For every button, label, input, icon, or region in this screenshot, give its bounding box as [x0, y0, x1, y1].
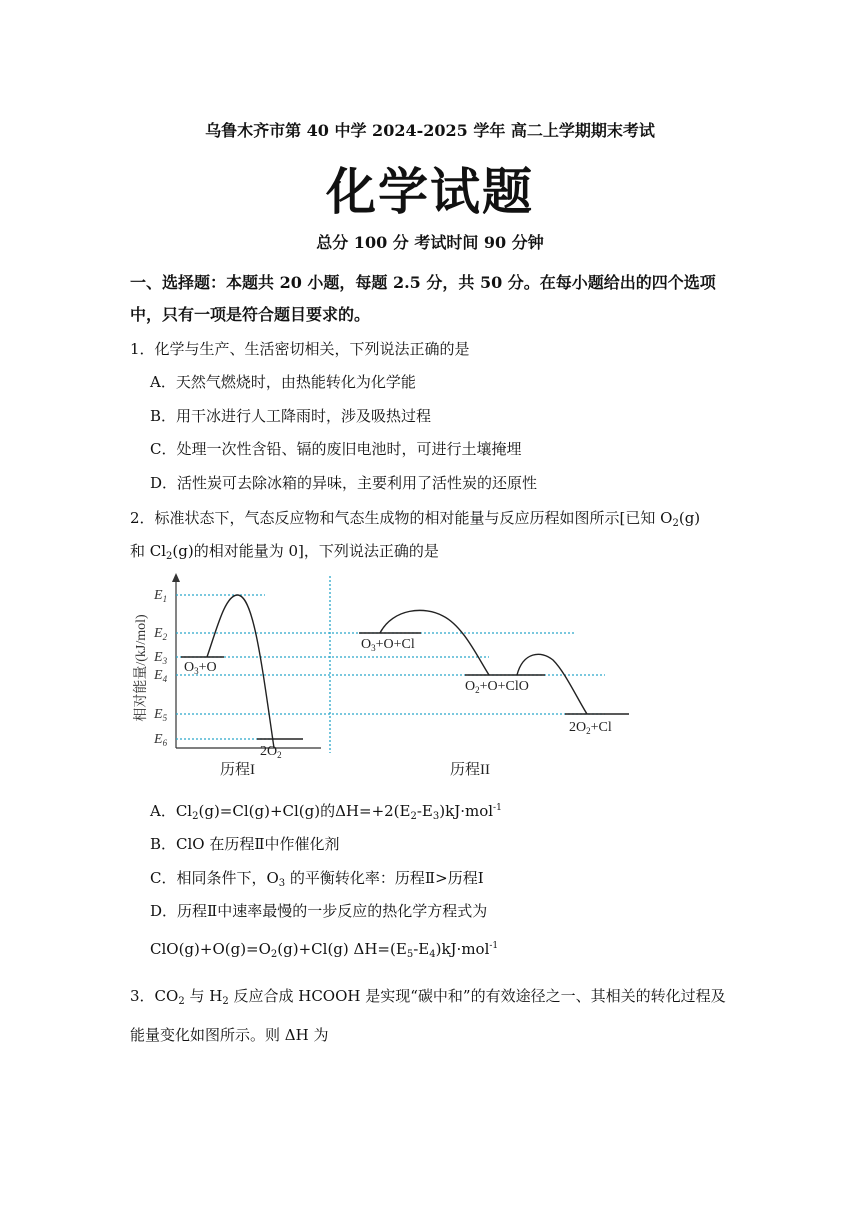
q1-stem: 1．化学与生产、生活密切相关，下列说法正确的是 — [130, 340, 470, 358]
exam-title: 化学试题 — [326, 162, 534, 221]
species-o3-o-label: $O_3+O$ — [184, 660, 217, 676]
q2-stem-l2-b: (g)的相对能量为 0]，下列说法正确的是 — [172, 542, 439, 560]
q3-stem-line1 — [130, 985, 726, 1007]
q2-opt-d-eq-part4: )kJ·mol — [435, 940, 490, 958]
species-o2-o-clo-label: $O_2+O+ClO$ — [465, 679, 529, 695]
level-e5-label: $E_5$ — [154, 707, 168, 723]
q2-option-c — [150, 867, 484, 889]
process2-label: 历程II — [450, 762, 490, 778]
q2-opt-c-part1: C．相同条件下，O — [150, 869, 279, 887]
q2-opt-d-eq-part3: -E — [413, 940, 430, 958]
q3-stem-line2: 能量变化如图所示。则 ΔH 为 — [130, 1026, 329, 1044]
q2-opt-a-sub1: 2 — [192, 811, 199, 822]
q3-l1-mid: 与 H — [184, 987, 223, 1005]
q2-opt-d-eq-sub2: 5 — [406, 949, 414, 960]
level-e3-label: $E_3$ — [154, 650, 168, 666]
process1-label: 历程I — [220, 762, 255, 778]
q3-l1-num: 3． — [130, 987, 155, 1005]
q2-opt-d-eq-part2: (g)+Cl(g) ΔH=(E — [277, 940, 407, 958]
q2-stem-l2-a: 和 Cl — [130, 542, 167, 560]
level-e2-label: $E_2$ — [154, 626, 168, 642]
level-e4-label: $E_4$ — [154, 668, 168, 684]
q2-stem-l1-sub: 2 — [672, 518, 679, 529]
q2-opt-d-eq-sub1: 2 — [270, 949, 278, 960]
section-heading-line1: 一、选择题：本题共 20 小题，每题 2.5 分，共 50 分。在每小题给出的四个选项 — [130, 273, 716, 292]
q2-opt-d-eq-sub3: 4 — [429, 949, 436, 960]
q3-l1-rest: 反应合成 HCOOH 是实现“碳中和”的有效途径之一、其相关的转化过程及 — [228, 987, 726, 1005]
exam-subtitle: 总分 100 分 考试时间 90 分钟 — [316, 233, 544, 252]
q2-opt-d-eq-sup: -1 — [489, 941, 499, 951]
q2-opt-a-part1: A．Cl — [150, 802, 193, 820]
q1-option-d: D．活性炭可去除冰箱的异味，主要利用了活性炭的还原性 — [150, 474, 538, 492]
y-axis-label: 相对能量/(kJ/mol) — [134, 614, 149, 722]
q1-option-a: A．天然气燃烧时，由热能转化为化学能 — [150, 373, 416, 391]
q2-option-b: B．ClO 在历程Ⅱ中作催化剂 — [150, 835, 340, 853]
q2-stem-line2 — [130, 540, 439, 562]
p1-energy-curve — [207, 595, 274, 748]
species-2o2-label: $2O_2$ — [260, 744, 282, 760]
level-e1-label: $E_1$ — [154, 588, 168, 604]
q2-opt-a-part2: (g)=Cl(g)+Cl(g)的ΔH=+2(E — [198, 802, 411, 820]
energy-profile-diagram — [125, 568, 645, 783]
q2-opt-a-sub3: 3 — [432, 811, 440, 822]
q3-l1-sub1: 2 — [178, 996, 185, 1007]
y-axis-arrow — [172, 573, 180, 582]
q2-opt-a-part4: )kJ·mol — [439, 802, 494, 820]
q1-option-b: B．用干冰进行人工降雨时，涉及吸热过程 — [150, 407, 432, 425]
q2-opt-c-part2: 的平衡转化率：历程Ⅱ>历程Ⅰ — [285, 869, 484, 887]
q2-stem-line1 — [130, 507, 700, 529]
q1-option-c: C．处理一次性含铅、镉的废旧电池时，可进行土壤掩埋 — [150, 440, 522, 458]
q2-opt-a-sub2: 2 — [410, 811, 417, 822]
q2-stem-l2-sub: 2 — [166, 551, 173, 562]
species-2o2-cl-label: $2O_2+Cl$ — [569, 720, 612, 736]
q3-l1-sub2: 2 — [222, 996, 229, 1007]
species-o3-o-cl-label: $O_3+O+Cl$ — [361, 637, 415, 653]
q2-opt-a-part3: -E — [416, 802, 433, 820]
q2-option-d-equation — [150, 940, 498, 960]
q2-stem-l1-a: 2．标准状态下，气态反应物和气态生成物的相对能量与反应历程如图所示[已知 O — [130, 509, 673, 527]
q2-opt-c-sub: 3 — [278, 878, 286, 889]
exam-school-line: 乌鲁木齐市第 40 中学 2024-2025 学年 高二上学期期末考试 — [205, 121, 655, 140]
section-heading-line2: 中，只有一项是符合题目要求的。 — [130, 305, 371, 324]
q3-l1-co2: CO — [154, 987, 179, 1005]
q2-opt-a-sup: -1 — [493, 803, 502, 813]
q2-opt-d-eq-part1: ClO(g)+O(g)=O — [150, 940, 271, 958]
q2-option-d: D．历程Ⅱ中速率最慢的一步反应的热化学方程式为 — [150, 902, 488, 920]
q2-stem-l1-b: (g) — [678, 509, 701, 527]
level-e6-label: $E_6$ — [154, 732, 168, 748]
q2-option-a — [150, 800, 502, 822]
